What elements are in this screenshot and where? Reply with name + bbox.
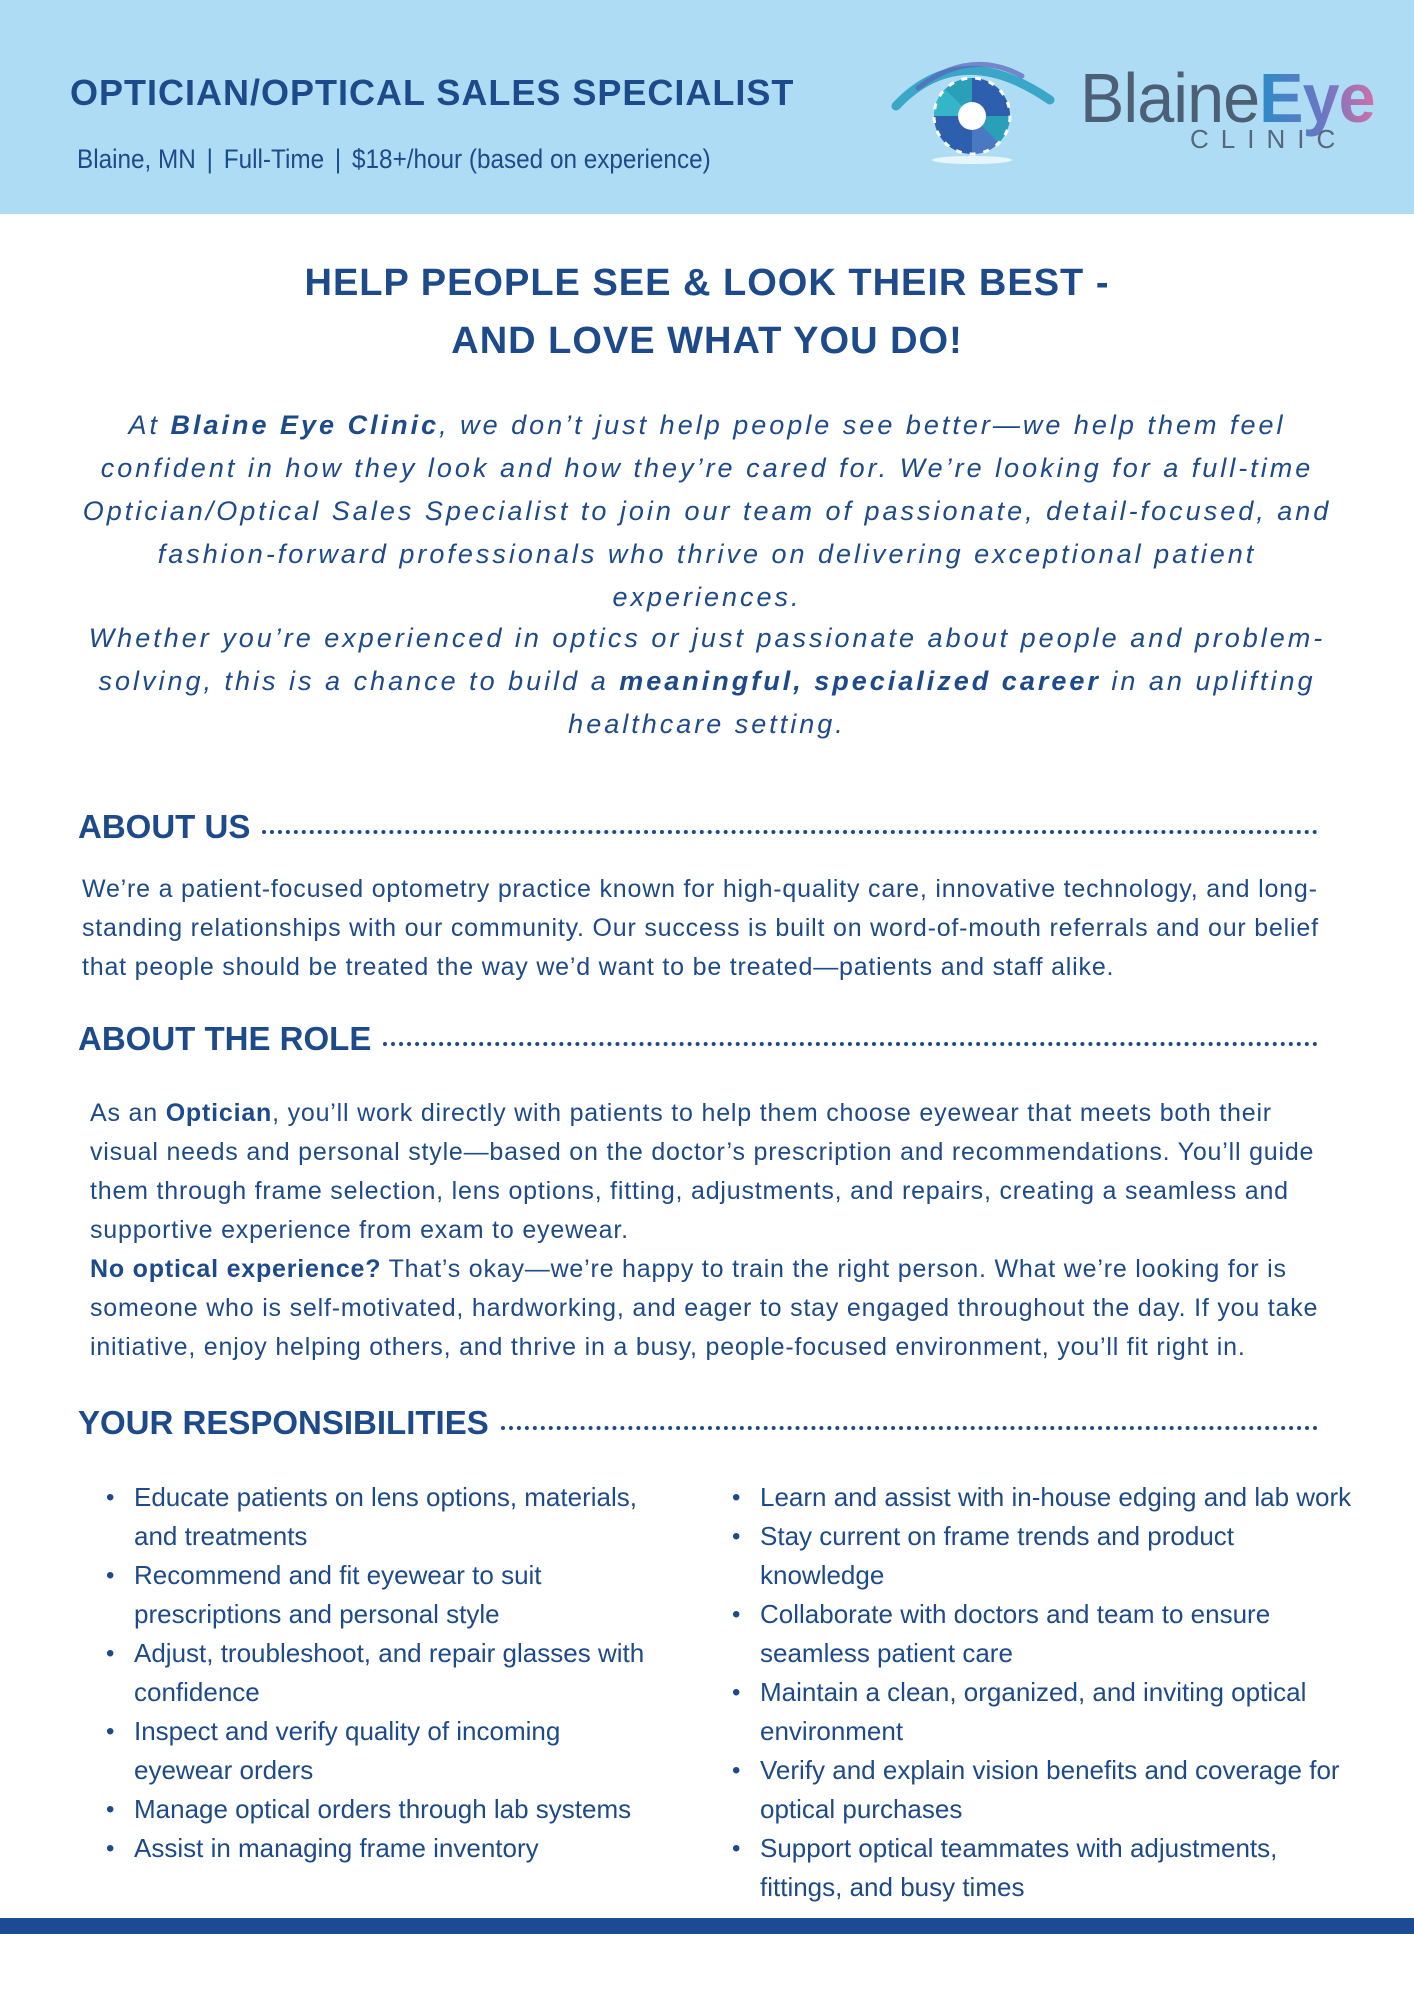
headline-line-1: HELP PEOPLE SEE & LOOK THEIR BEST - xyxy=(304,262,1110,304)
about-role-paragraph-1 xyxy=(90,1094,1340,1250)
intro-emphasis: meaningful, specialized career xyxy=(619,666,1101,696)
list-item: • Adjust, troubleshoot, and repair glasses with confidence xyxy=(102,1634,662,1712)
list-item: • Assist in managing frame inventory xyxy=(102,1829,662,1868)
list-item: • Stay current on frame trends and product knowledge xyxy=(728,1517,1358,1595)
list-item: • Manage optical orders through lab systems xyxy=(102,1790,662,1829)
intro-text: Whether you’re experienced in optics or just passionate about people and problem-solving, this is a chance to build a xyxy=(88,623,1326,696)
meta-separator: | xyxy=(206,144,213,174)
intro-paragraph-1 xyxy=(60,404,1354,619)
about-role-paragraph-2 xyxy=(90,1250,1340,1367)
list-item: • Learn and assist with in-house edging and lab work xyxy=(728,1478,1358,1517)
role-text: , you’ll work directly with patients to help them choose eyewear that meets both their visual needs and personal style—based on the doctor’s prescription and recommendations. You’ll guide them through frame selection, lens options, fitting, adjustments, and repairs, creating a seamless and supportive experience from exam to eyewear. xyxy=(90,1099,1315,1244)
intro-clinic-name: Blaine Eye Clinic xyxy=(170,410,440,440)
intro-text: At xyxy=(128,410,171,440)
bottom-accent-bar xyxy=(0,1918,1414,1934)
responsibilities-list-right xyxy=(728,1478,1358,1907)
list-item: • Recommend and fit eyewear to suit prescriptions and personal style xyxy=(102,1556,662,1634)
role-emphasis: No optical experience? xyxy=(90,1255,382,1283)
meta-separator: | xyxy=(334,144,342,174)
about-us-heading-text: ABOUT US xyxy=(78,808,251,845)
about-us-text: We’re a patient-focused optometry practice known for high-quality care, innovative technology, and long-standing relationships with our community. Our success is built on word-of-mouth referrals and our belief that people should be treated the way we’d want to be treated—patients and staff alike. xyxy=(82,875,1319,981)
clinic-logo xyxy=(890,48,1400,168)
job-pay: $18+/hour (based on experience) xyxy=(352,144,711,174)
job-employment-type: Full-Time xyxy=(223,144,325,174)
responsibilities-list-left xyxy=(102,1478,662,1868)
job-meta xyxy=(77,144,711,175)
job-location: Blaine, MN xyxy=(77,144,196,174)
list-item: • Verify and explain vision benefits and coverage for optical purchases xyxy=(728,1751,1358,1829)
dotted-leader xyxy=(501,1426,1318,1430)
responsibilities-heading xyxy=(78,1404,1318,1442)
list-item: • Educate patients on lens options, materials, and treatments xyxy=(102,1478,662,1556)
intro-paragraph-2 xyxy=(60,617,1354,746)
responsibilities-heading-text: YOUR RESPONSIBILITIES xyxy=(78,1404,489,1441)
intro-text: in an uplifting healthcare setting. xyxy=(568,666,1316,739)
eye-logo-icon xyxy=(890,48,1080,168)
dotted-leader xyxy=(383,1042,1318,1046)
role-emphasis: Optician xyxy=(165,1099,273,1127)
header-banner xyxy=(0,0,1414,214)
logo-name-blaine: Blaine xyxy=(1080,59,1260,137)
role-text: As an xyxy=(90,1099,166,1127)
about-role-heading-text: ABOUT THE ROLE xyxy=(78,1020,372,1057)
intro-text: , we don’t just help people see better—we help them feel confident in how they look and how they’re cared for. We’re looking for a full-time Optician/Optical Sales Specialist to join our team of passionate, detail-focused, and fashion-forward professionals who thrive on delivering exceptional patient experiences. xyxy=(82,410,1332,612)
logo-name-eye: Eye xyxy=(1259,59,1375,137)
headline-line-2: AND LOVE WHAT YOU DO! xyxy=(451,320,963,362)
headline xyxy=(0,254,1414,370)
logo-subtitle: CLINIC xyxy=(1190,124,1348,154)
list-item: • Support optical teammates with adjustments, fittings, and busy times xyxy=(728,1829,1358,1907)
job-title: OPTICIAN/OPTICAL SALES SPECIALIST xyxy=(70,72,795,113)
dotted-leader xyxy=(262,830,1318,834)
about-role-text xyxy=(90,1094,1340,1367)
about-us-heading xyxy=(78,808,1318,846)
role-text: That’s okay—we’re happy to train the right person. What we’re looking for is someone who is self-motivated, hardworking, and eager to stay engaged throughout the day. If you take initiative, enjoy helping others, and thrive in a busy, people-focused environment, you’ll fit right in. xyxy=(90,1255,1319,1361)
list-item: • Inspect and verify quality of incoming eyewear orders xyxy=(102,1712,662,1790)
about-role-heading xyxy=(78,1020,1318,1058)
list-item: • Collaborate with doctors and team to ensure seamless patient care xyxy=(728,1595,1358,1673)
list-item: • Maintain a clean, organized, and inviting optical environment xyxy=(728,1673,1358,1751)
